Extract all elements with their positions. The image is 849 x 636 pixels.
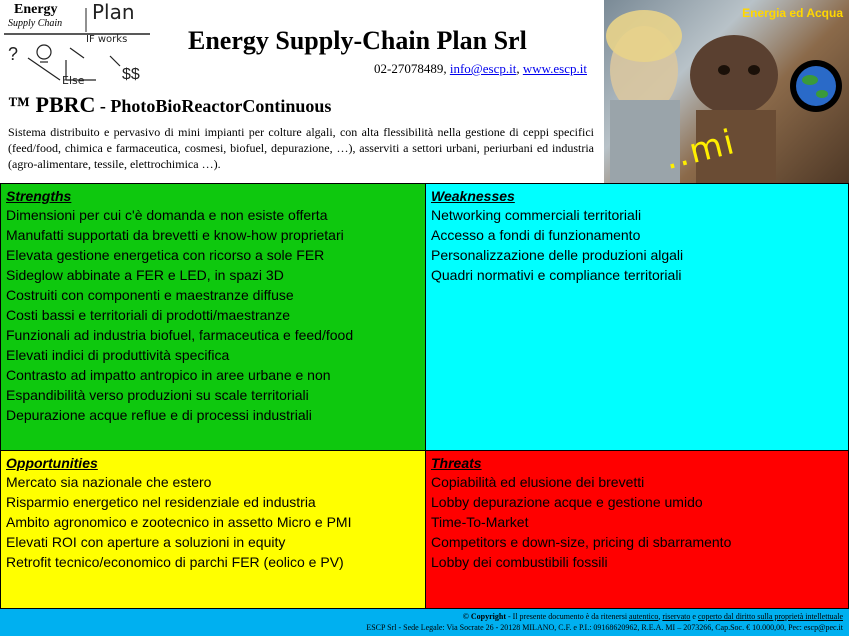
- list-item: Mercato sia nazionale che estero: [6, 474, 212, 490]
- list-item: Risparmio energetico nel residenziale ed industria: [6, 494, 316, 510]
- footer-coperto: coperto dal diritto sulla proprietà intellettuale: [697, 612, 843, 621]
- list-item: Dimensioni per cui c'è domanda e non esiste offerta: [6, 207, 328, 223]
- contact-separator: ,: [516, 61, 520, 76]
- threats-quadrant: [425, 450, 849, 609]
- list-item: Depurazione acque reflue e di processi industriali: [6, 407, 312, 423]
- threats-list: [431, 472, 843, 572]
- opportunities-list: [6, 472, 420, 572]
- header-photo: [604, 0, 849, 183]
- product-description: Sistema distribuito e pervasivo di mini impianti per colture algali, con alta flessibilità nella gestione di ceppi specifici (feed/food, chimica e farmaceutica, cosmesi, biofuel, depurazione, …), asserviti a settori urbani, periurbani ed industria (agro-alimentare, tessile, elettrochimica …).: [8, 125, 594, 171]
- strengths-title: Strengths: [6, 188, 72, 204]
- list-item: Retrofit tecnico/economico di parchi FER (eolico e PV): [6, 554, 344, 570]
- product-heading: [8, 92, 331, 118]
- list-item: Competitors e down-size, pricing di sbarramento: [431, 534, 732, 550]
- photo-caption: Energia ed Acqua: [742, 6, 843, 20]
- logo-plan-text: Plan: [92, 0, 135, 24]
- footer: [0, 609, 849, 636]
- list-item: Personalizzazione delle produzioni algali: [431, 247, 684, 263]
- website-link[interactable]: www.escp.it: [522, 61, 587, 76]
- footer-riservato: riservato: [662, 612, 691, 621]
- list-item: Sideglow abbinate a FER e LED, in spazi 3D: [6, 267, 284, 283]
- list-item: Funzionali ad industria biofuel, farmaceutica e feed/food: [6, 327, 354, 343]
- list-item: Lobby depurazione acque e gestione umido: [431, 494, 703, 510]
- product-name: ™ PBRC: [8, 92, 96, 117]
- footer-autentico: autentico: [629, 612, 659, 621]
- list-item: Time-To-Market: [431, 514, 529, 530]
- strengths-list: [6, 205, 420, 425]
- logo-question-text: ?: [8, 44, 19, 64]
- footer-and: e: [690, 612, 698, 621]
- company-logo: [0, 0, 152, 92]
- logo-dollar-text: $$: [122, 66, 140, 83]
- list-item: Copiabilità ed elusione dei brevetti: [431, 474, 645, 490]
- footer-text: - Il presente documento è da ritenersi: [505, 612, 630, 621]
- product-subtitle: - PhotoBioReactorContinuous: [95, 96, 332, 116]
- opportunities-quadrant: [0, 450, 426, 609]
- list-item: Networking commerciali territoriali: [431, 207, 642, 223]
- list-item: Elevati ROI con aperture a soluzioni in equity: [6, 534, 286, 550]
- list-item: Manufatti supportati da brevetti e know-how proprietari: [6, 227, 344, 243]
- weaknesses-list: [431, 205, 843, 285]
- copyright-label: © Copyright: [462, 612, 506, 621]
- list-item: Accesso a fondi di funzionamento: [431, 227, 641, 243]
- photo-overlay-text: ..mi: [660, 121, 740, 179]
- list-item: Quadri normativi e compliance territoriali: [431, 267, 682, 283]
- list-item: Elevati indici di produttività specifica: [6, 347, 230, 363]
- list-item: Lobby dei combustibili fossili: [431, 554, 608, 570]
- company-name: Energy Supply-Chain Plan Srl: [188, 26, 527, 55]
- strengths-quadrant: [0, 183, 426, 451]
- list-item: Elevata gestione energetica con ricorso a sole FER: [6, 247, 325, 263]
- list-item: Ambito agronomico e zootecnico in assetto Micro e PMI: [6, 514, 352, 530]
- email-link[interactable]: info@escp.it: [449, 61, 517, 76]
- threats-title: Threats: [431, 455, 482, 471]
- phone-number: 02-27078489,: [374, 61, 447, 76]
- logo-else-text: Else: [62, 74, 85, 87]
- list-item: Contrasto ad impatto antropico in aree urbane e non: [6, 367, 331, 383]
- footer-company-line: ESCP Srl - Sede Legale: Via Socrate 26 - 20128 MILANO, C.F. e P.I.: 09168620962, R.E.A. MI – 2073266, Cap.Soc. € 10.000,00, Pec: escp@pec.it: [366, 623, 843, 632]
- weaknesses-quadrant: [425, 183, 849, 451]
- footer-comma: ,: [658, 612, 663, 621]
- weaknesses-title: Weaknesses: [431, 188, 515, 204]
- logo-energy-text: Energy: [14, 2, 58, 17]
- footer-copyright-line: [0, 611, 843, 622]
- logo-if-works-text: IF works: [86, 34, 128, 45]
- list-item: Espandibilità verso produzioni su scale territoriali: [6, 387, 309, 403]
- logo-supply-chain-text: Supply Chain: [8, 18, 63, 29]
- contact-line: [374, 61, 587, 77]
- list-item: Costruiti con componenti e maestranze diffuse: [6, 287, 294, 303]
- opportunities-title: Opportunities: [6, 455, 98, 471]
- list-item: Costi bassi e territoriali di prodotti/maestranze: [6, 307, 291, 323]
